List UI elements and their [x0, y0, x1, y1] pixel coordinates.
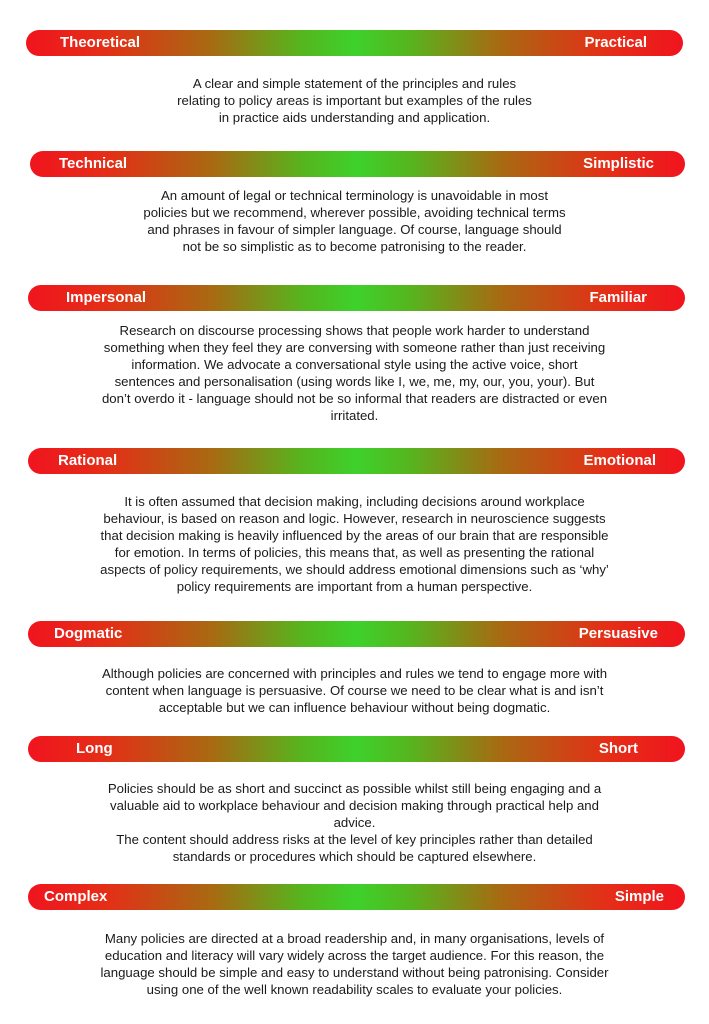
scale-left-label: Rational [58, 452, 118, 469]
section-description: A clear and simple statement of the principles and rules relating to policy areas is important but examples of the rules in practice aids understanding and application. [177, 76, 532, 125]
section-description: Policies should be as short and succinct as possible whilst still being engaging and a valuable aid to workplace behaviour and decision making through practical help and advice. The content should address risks at the level of key principles rather than detailed standards or procedures which should be captured elsewhere. [107, 781, 602, 864]
scale-right-label: Familiar [589, 289, 647, 306]
scale-right-label: Simple [614, 888, 664, 905]
scale-bar-dogmatic-persuasive [28, 621, 685, 647]
scale-right-label: Emotional [583, 452, 656, 469]
section-description: Although policies are concerned with principles and rules we tend to engage more with content when language is persuasive. Of course we need to be clear what is and isn’t acceptable but we can influence behaviour without being dogmatic. [101, 666, 608, 715]
scale-bar-technical-simplistic [30, 151, 685, 177]
scale-bar-theoretical-practical [26, 30, 683, 56]
section-description: Research on discourse processing shows that people work harder to understand something when they feel they are conversing with someone rather than just receiving information. We advocate a conversational style using the active voice, short sentences and personalisation (using words like I, we, me, my, our, you, your). But don’t overdo it - language should not be so informal that readers are distracted or even irritated. [101, 323, 608, 423]
scale-left-label: Long [76, 740, 113, 757]
section-description: It is often assumed that decision making, including decisions around workplace behaviour, is based on reason and logic. However, research in neuroscience suggests that decision making is heavily influenced by the areas of our brain that are responsible for emotion. In terms of policies, this means that, as well as presenting the rational aspects of policy requirements, we should address emotional dimensions such as ‘why’ policy requirements are important from a human perspective. [100, 494, 609, 594]
scale-bar-long-short [28, 736, 685, 762]
scale-bar-impersonal-familiar [28, 285, 685, 311]
scale-left-label: Complex [44, 888, 108, 905]
scale-right-label: Persuasive [578, 625, 658, 642]
section-description: Many policies are directed at a broad readership and, in many organisations, levels of education and literacy will vary widely across the target audience. For this reason, the language should be simple and easy to understand without being patronising. Consider using one of the well known readability scales to evaluate your policies. [100, 931, 609, 997]
scale-left-label: Technical [59, 155, 128, 172]
scale-right-label: Practical [584, 34, 647, 51]
scale-left-label: Dogmatic [54, 625, 123, 642]
scale-left-label: Theoretical [60, 34, 141, 51]
section-description: An amount of legal or technical terminology is unavoidable in most policies but we recommend, wherever possible, avoiding technical terms and phrases in favour of simpler language. Of course, language should not be so simplistic as to become patronising to the reader. [143, 188, 566, 254]
scale-right-label: Simplistic [583, 155, 654, 172]
scale-bar-rational-emotional [28, 448, 685, 474]
scale-bar-complex-simple [28, 884, 685, 910]
scale-right-label: Short [598, 740, 638, 757]
scale-left-label: Impersonal [66, 289, 147, 306]
